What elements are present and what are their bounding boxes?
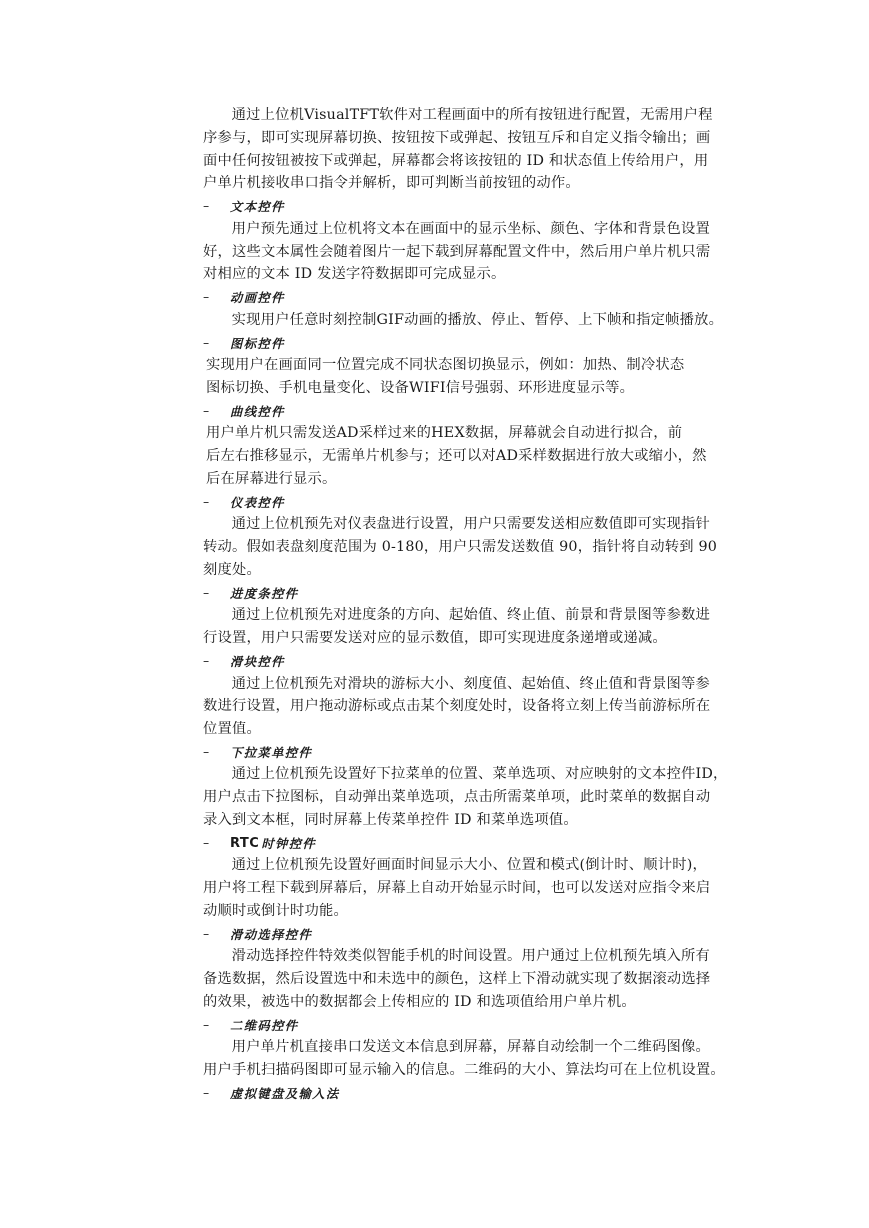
section-body-qrcode-control: 用户单片机直接串口发送文本信息到屏幕，屏幕自动绘制一个二维码图像。 用户手机扫描码图即可显示输入的信息。二维码的大小、算法均可在上位机设置。: [203, 1039, 725, 1079]
bullet-dash: –: [203, 927, 210, 942]
section-title: 虚拟键盘及输入法: [230, 1087, 340, 1102]
section-body-progress-control: 通过上位机预先对进度条的方向、起始值、终止值、前景和背景图等参数进 行设置，用户只需要发送对应的显示数值，即可实现进度条递增或递减。: [203, 607, 710, 647]
bullet-dash: –: [203, 290, 210, 305]
section-title: 文本控件: [230, 200, 285, 215]
section-heading-qrcode-control: [203, 1014, 739, 1037]
section-title: 图标控件: [230, 336, 285, 351]
bullet-dash: –: [203, 586, 210, 601]
section-title: 仪表控件: [230, 496, 285, 511]
bullet-dash: –: [203, 495, 210, 510]
section-body-slider-control: 通过上位机预先对滑块的游标大小、刻度值、起始值、终止值和背景图等参 数进行设置，用户拖动游标或点击某个刻度处时，设备将立刻上传当前游标所在 位置值。: [203, 675, 711, 738]
section-title: 时钟控件: [261, 837, 317, 852]
bullet-dash: –: [203, 836, 210, 851]
bullet-dash: –: [203, 199, 210, 214]
section-title: 滑块控件: [230, 655, 285, 670]
section-heading-animation-control: [203, 286, 739, 309]
section-body-dropdown-control: 通过上位机预先设置好下拉菜单的位置、菜单选项、对应映射的文本控件ID， 用户点击下拉图标，自动弹出菜单选项，点击所需菜单项，此时菜单的数据自动 录入到文本框，同时屏幕上传菜单控件 ID 和菜单选项值。: [203, 766, 728, 829]
section-body-text-control: 用户预先通过上位机将文本在画面中的显示坐标、颜色、字体和背景色设置 好，这些文本属性会随着图片一起下载到屏幕配置文件中，然后用户单片机只需 对相应的文本 ID 发送字符数据即可完成显示。: [203, 220, 711, 283]
section-heading-gauge-control: [203, 491, 739, 514]
section-heading-scroll-select-control: [203, 923, 739, 946]
bullet-dash: –: [203, 654, 210, 669]
section-title: 二维码控件: [230, 1019, 299, 1034]
bullet-dash: –: [203, 335, 210, 350]
section-heading-icon-control: [203, 332, 739, 355]
section-title: 曲线控件: [230, 405, 285, 420]
section-body-scroll-select-control: 滑动选择控件特效类似智能手机的时间设置。用户通过上位机预先填入所有 备选数据，然后设置选中和未选中的颜色，这样上下滑动就实现了数据滚动选择 的效果，被选中的数据都会上传相应的 ID 和选项值给用户单片机。: [203, 948, 711, 1011]
bullet-dash: –: [203, 1086, 210, 1101]
bullet-dash: –: [203, 745, 210, 760]
section-body-icon-control: 实现用户在画面同一位置完成不同状态图切换显示，例如：加热、制冷状态 图标切换、手机电量变化、设备WIFI信号强弱、环形进度显示等。: [206, 357, 685, 396]
document-page: [203, 104, 739, 1105]
section-body-rtc-control: 通过上位机预先设置好画面时间显示大小、位置和模式(倒计时、顺计时)， 用户将工程下载到屏幕后，屏幕上自动开始显示时间，也可以发送对应指令来启 动顺时或倒计时功能。: [203, 857, 711, 920]
section-heading-rtc-control: [203, 832, 739, 855]
section-title: 滑动选择控件: [230, 928, 313, 943]
section-body-curve-control: 用户单片机只需发送AD采样过来的HEX数据，屏幕就会自动进行拟合，前 后左右推移显示，无需单片机参与；还可以对AD采样数据进行放大或缩小，然 后在屏幕进行显示。: [206, 425, 707, 487]
section-title: 下拉菜单控件: [230, 746, 313, 761]
section-heading-virtual-keyboard: [203, 1082, 739, 1105]
section-title-prefix: RTC: [230, 835, 260, 851]
section-heading-progress-control: [203, 582, 739, 605]
section-body-gauge-control: 通过上位机预先对仪表盘进行设置，用户只需要发送相应数值即可实现指针 转动。假如表盘刻度范围为 0-180，用户只需发送数值 90，指针将自动转到 90 刻度处。: [203, 516, 718, 578]
bullet-dash: –: [203, 404, 210, 419]
bullet-dash: –: [203, 1018, 210, 1033]
section-heading-curve-control: [203, 400, 739, 423]
section-heading-slider-control: [203, 650, 739, 673]
section-heading-text-control: [203, 195, 739, 218]
intro-paragraph: 通过上位机VisualTFT软件对工程画面中的所有按钮进行配置，无需用户程 序参与，即可实现屏幕切换、按钮按下或弹起、按钮互斥和自定义指令输出；画 面中任何按钮被按下或弹起，屏幕都会将该按钮的 ID 和状态值上传给用户，用 户单片机接收串口指令并解析，即可判断当前按钮的动作。: [203, 107, 713, 192]
section-body-animation-control: 实现用户任意时刻控制GIF动画的播放、停止、暂停、上下帧和指定帧播放。: [231, 311, 724, 328]
section-title: 动画控件: [230, 291, 285, 306]
section-title: 进度条控件: [230, 587, 299, 602]
section-heading-dropdown-control: [203, 741, 739, 764]
